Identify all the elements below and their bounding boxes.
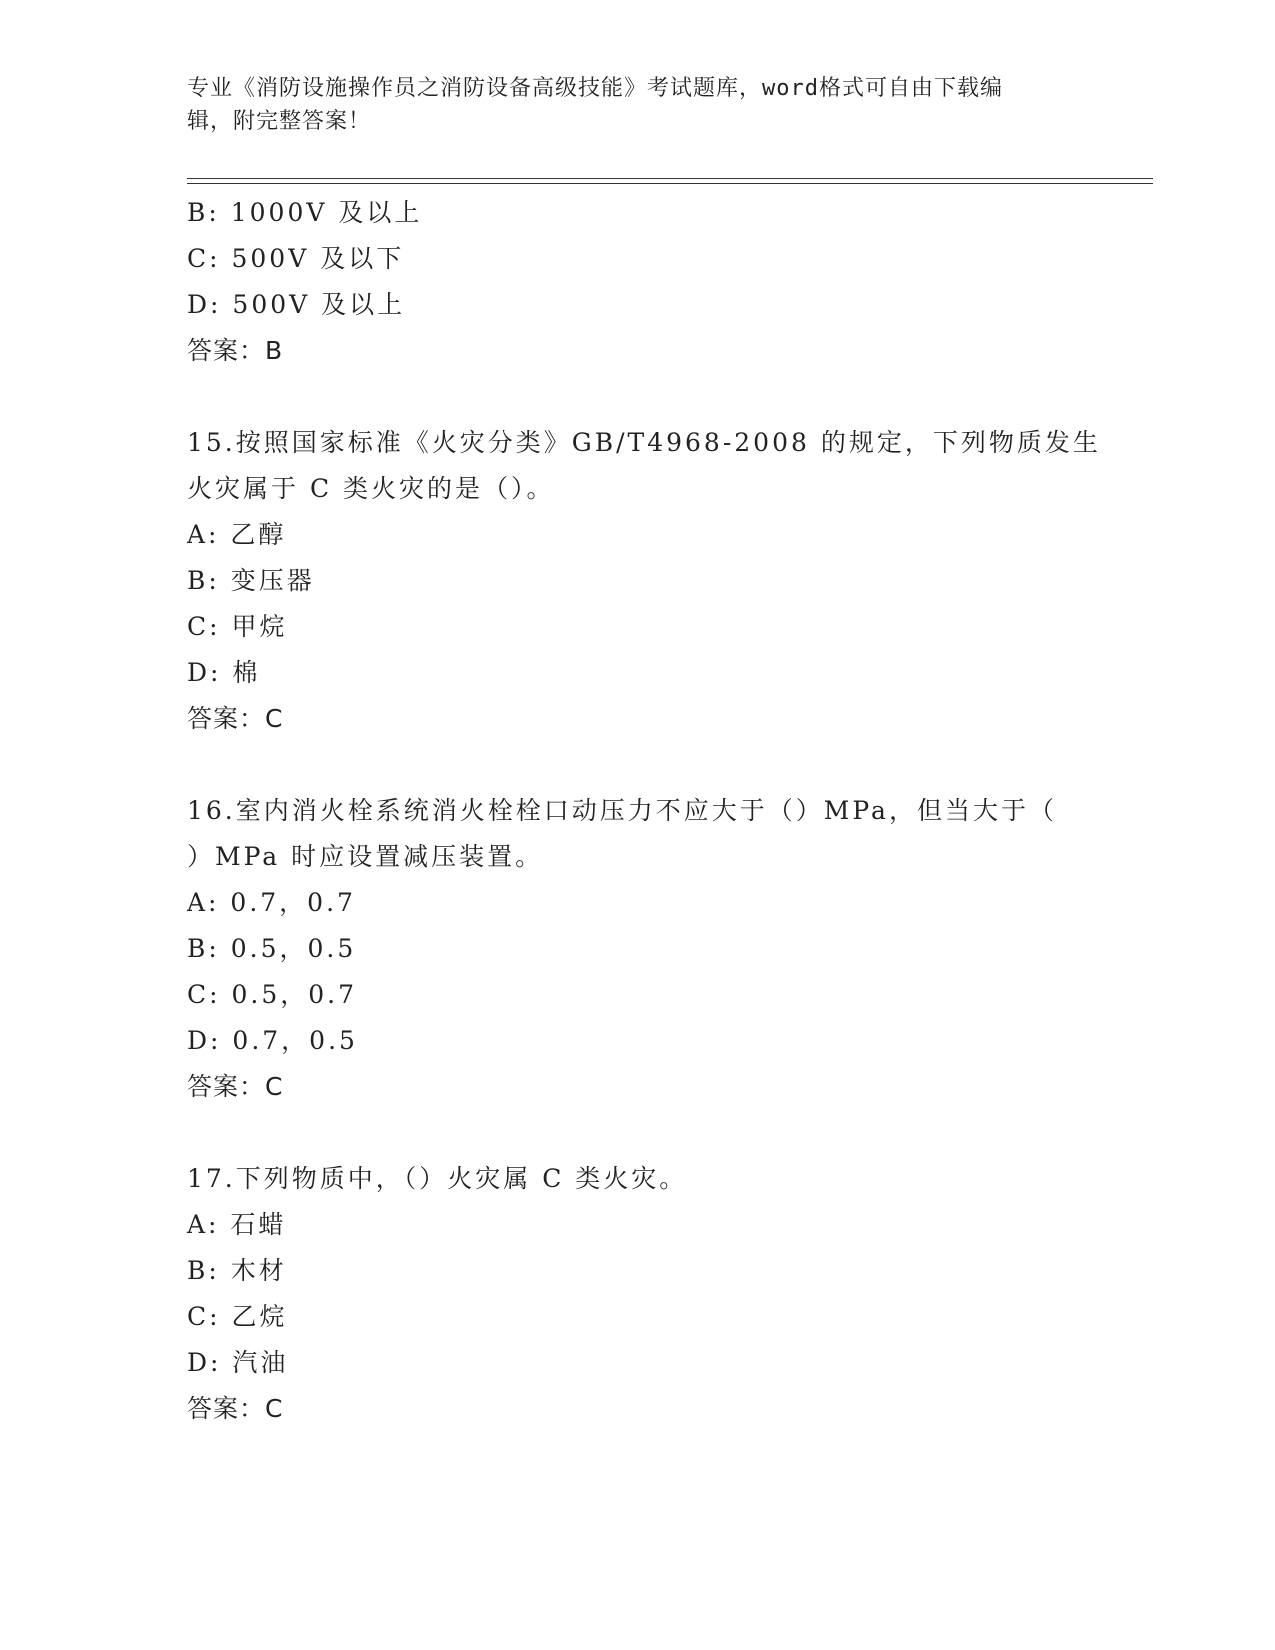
option-b: B: 变压器 <box>187 566 315 595</box>
option-b: B: 0.5，0.5 <box>187 934 357 963</box>
question-text-line-1: 16.室内消火栓系统消火栓栓口动压力不应大于（）MPa，但当大于（ <box>187 796 1057 825</box>
option-a: A: 石蜡 <box>187 1210 287 1239</box>
option-d: D: 0.7，0.5 <box>187 1026 358 1055</box>
question-text-line-2: ）MPa 时应设置减压装置。 <box>187 842 544 871</box>
header-line-1: 专业《消防设施操作员之消防设备高级技能》考试题库，word格式可自由下载编 <box>187 76 1003 101</box>
question-text-line-1: 17.下列物质中，（）火灾属 C 类火灾。 <box>187 1164 688 1193</box>
header-line-2: 辑，附完整答案！ <box>187 109 372 134</box>
question-15 <box>187 420 1101 742</box>
option-a: A: 乙醇 <box>187 520 287 549</box>
option-c: C: 500V 及以下 <box>187 244 405 273</box>
option-d: D: 棉 <box>187 658 261 687</box>
option-b: B: 1000V 及以上 <box>187 198 423 227</box>
spacer <box>187 742 1087 788</box>
option-c: C: 乙烷 <box>187 1302 288 1331</box>
answer-line: 答案：C <box>187 1072 284 1101</box>
option-d: D: 汽油 <box>187 1348 289 1377</box>
question-continued <box>187 190 1087 374</box>
option-a: A: 0.7，0.7 <box>187 888 356 917</box>
spacer <box>187 1110 1087 1156</box>
option-d: D: 500V 及以上 <box>187 290 406 319</box>
spacer <box>187 374 1087 420</box>
answer-line: 答案：B <box>187 336 284 365</box>
option-b: B: 木材 <box>187 1256 287 1285</box>
document-header <box>187 72 1067 138</box>
question-text-line-2: 火灾属于 C 类火灾的是（）。 <box>187 474 555 503</box>
header-rule-top <box>187 178 1153 179</box>
question-list <box>187 190 1101 1432</box>
answer-line: 答案：C <box>187 704 284 733</box>
question-17 <box>187 1156 1087 1432</box>
question-16 <box>187 788 1087 1110</box>
header-rule-bottom <box>187 183 1153 184</box>
option-c: C: 甲烷 <box>187 612 288 641</box>
question-text-line-1: 15.按照国家标准《火灾分类》GB/T4968-2008 的规定，下列物质发生 <box>187 428 1101 457</box>
option-c: C: 0.5，0.7 <box>187 980 358 1009</box>
answer-line: 答案：C <box>187 1394 284 1423</box>
